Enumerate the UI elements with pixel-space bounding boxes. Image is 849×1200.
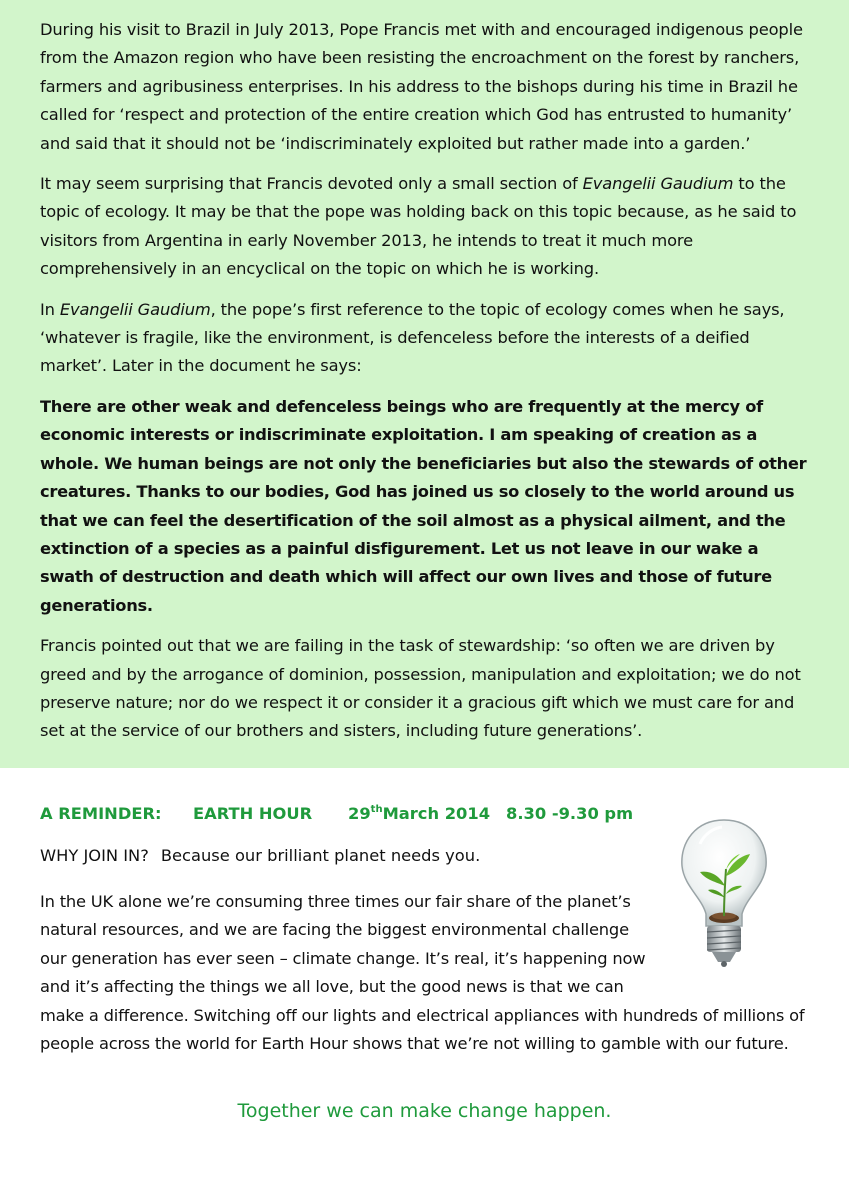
earth-hour-body: In the UK alone we’re consuming three times our fair share of the planet’s natural resources, and we are facing the biggest environmental challenge our generation has ever seen – climate change. It’s real, it’s happening now and it’s affecting the things we all love, but the good news is that we can make a difference. Switching off our lights and electrical appliances with hundreds of millions of people across the world for Earth Hour shows that we’re not willing to gamble with our future.	[40, 892, 805, 1054]
article-paragraph-1: During his visit to Brazil in July 2013, Pope Francis met with and encouraged indigenous people from the Amazon region who have been resisting the encroachment on the forest by ranchers, farmers and agribusiness enterprises. In his address to the bishops during his time in Brazil he called for ‘respect and protection of the entire creation which God has entrusted to humanity’ and said that it should not be ‘indiscriminately exploited but rather made into a garden.’	[40, 20, 803, 153]
article-paragraph-5: Francis pointed out that we are failing in the task of stewardship: ‘so often we are driven by greed and by the arrogance of dominion, possession, manipulation and exploitation; we do not preserve nature; nor do we respect it or consider it a gracious gift which we must care for and set at the service of our brothers and sisters, including future generations’.	[40, 636, 801, 741]
why-answer: Because our brilliant planet needs you.	[160, 846, 481, 865]
event-time: 8.30 -9.30 pm	[506, 804, 634, 823]
article-paragraph-3: In Evangelii Gaudium, the pope’s first reference to the topic of ecology comes when he says, ‘whatever is fragile, like the environment, is defenceless before the interests of a deified market’. Later in the document he says:	[40, 299, 785, 376]
document-title: Evangelii Gaudium	[59, 299, 211, 319]
document-title: Evangelii Gaudium	[582, 174, 734, 194]
quote-paragraph: There are other weak and defenceless beings who are frequently at the mercy of economic interests or indiscriminate exploitation. I am speaking of creation as a whole. We human beings are not only the beneficiaries but also the stewards of other creatures. Thanks to our bodies, God has joined us so closely to the world around us that we can feel the desertification of the soil almost as a physical ailment, and the extinction of a species as a painful disfigurement. Let us not leave in our wake a swath of destruction and death which will affect our own lives and those of future generations.	[40, 396, 807, 615]
why-question: WHY JOIN IN?	[40, 846, 149, 865]
article-paragraph-2: It may seem surprising that Francis devoted only a small section of Evangelii Gaudium to the topic of ecology. It may be that the pope was holding back on this topic because, as he said to visitors from Argentina in early November 2013, he intends to treat it much more comprehensively in an encyclical on the topic on which he is working.	[40, 174, 797, 279]
event-name: EARTH HOUR	[193, 804, 313, 823]
event-date: 29thMarch 2014	[348, 804, 491, 823]
earth-hour-reminder	[40, 804, 633, 823]
reminder-label: A REMINDER:	[40, 804, 162, 823]
tagline: Together we can make change happen.	[237, 1100, 612, 1122]
why-join-line	[40, 846, 480, 865]
